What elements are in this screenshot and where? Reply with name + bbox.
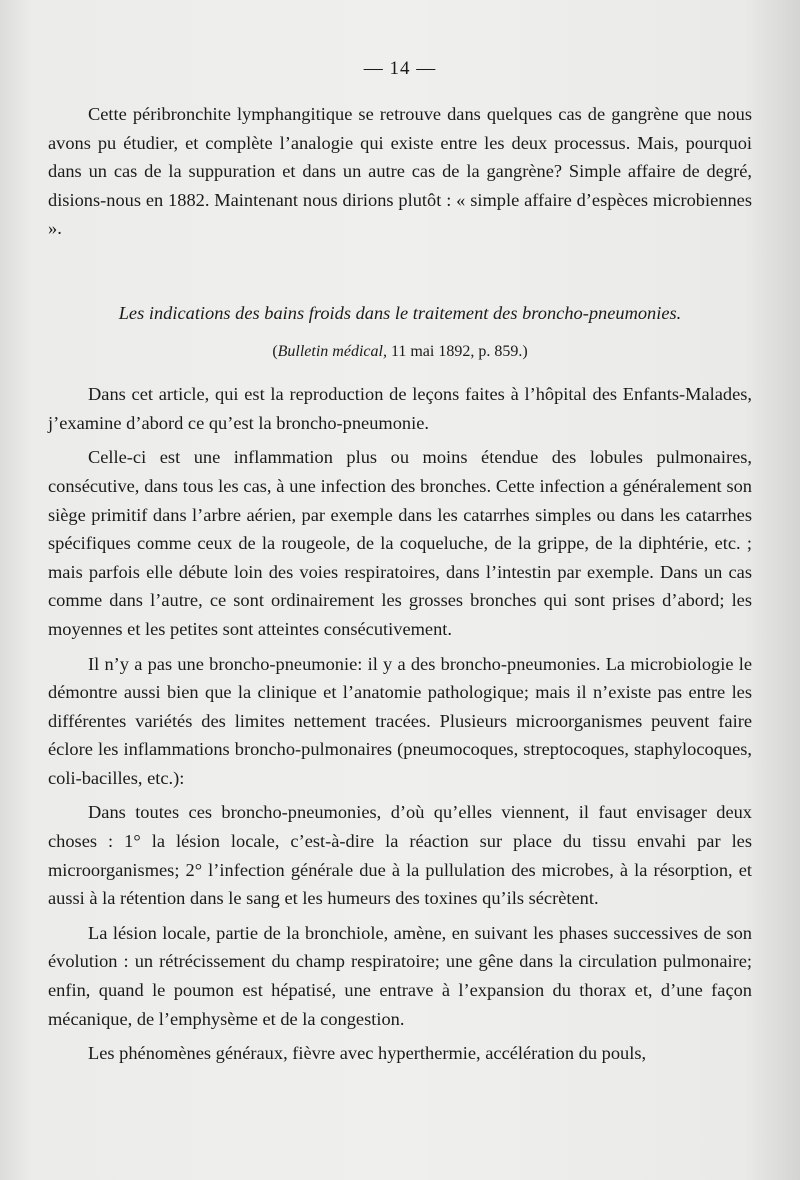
citation-details: 11 mai 1892, p. 859.) — [386, 342, 528, 360]
body-paragraph-4: Dans toutes ces broncho-pneumonies, d’où qu’elles viennent, il faut envisager deux choses : 1° la lésion locale, c’est-à-dire la réaction sur place du tissu envahi par les microorganismes; 2° l’infection générale due à la pullulation des microbes, à la résorption, et aussi à la rétention dans le sang et les humeurs des toxines qu’ils sécrètent. — [48, 802, 752, 909]
page-number: — 14 — — [363, 58, 437, 79]
body-paragraph-6: Les phénomènes généraux, fièvre avec hyperthermie, accélération du pouls, — [88, 1043, 647, 1064]
citation-open: ( — [272, 342, 278, 360]
intro-paragraph: Cette péribronchite lymphangitique se retrouve dans quelques cas de gangrène que nous avons pu étudier, et complète l’analogie qui existe entre les deux processus. Mais, pourquoi dans un cas de la suppuration et dans un autre cas de la gangrène? Simple affaire de degré, disions-nous en 1882. Maintenant nous dirions plutôt : « simple affaire d’espèces microbiennes ». — [48, 104, 752, 239]
citation-journal: Bulletin médical, — [277, 342, 387, 360]
article-citation — [48, 338, 752, 367]
body-paragraph-5: La lésion locale, partie de la bronchiole, amène, en suivant les phases successives de son évolution : un rétrécissement du champ respiratoire; une gêne dans la circulation pulmonaire; enfin, quand le poumon est hépatisé, une entrave à l’expansion du thorax et, d’une façon mécanique, de l’emphysème et de la congestion. — [48, 922, 752, 1029]
article-title: Les indications des bains froids dans le traitement des broncho-pneumonies. — [118, 302, 682, 323]
page-body — [48, 100, 752, 1068]
body-paragraph-2: Celle-ci est une inflammation plus ou moins étendue des lobules pulmonaires, consécutive, dans tous les cas, à une infection des bronches. Cette infection a généralement son siège primitif dans l’arbre aérien, par exemple dans les catarrhes simples ou dans les catarrhes spécifiques comme ceux de la rougeole, de la coqueluche, de la grippe, de la diphtérie, etc. ; mais parfois elle débute loin des voies respiratoires, dans l’intestin par exemple. Dans un cas comme dans l’autre, ce sont ordinairement les grosses bronches qui sont prises d’abord; les moyennes et les petites sont atteintes consécutivement. — [48, 447, 752, 639]
body-paragraph-3: Il n’y a pas une broncho-pneumonie: il y a des broncho-pneumonies. La microbiologie le démontre aussi bien que la clinique et l’anatomie pathologique; mais il n’existe pas entre les différentes variétés des limites nettement tracées. Plusieurs microorganismes peuvent faire éclore les inflammations broncho-pulmonaires (pneumocoques, streptocoques, staphylocoques, coli-bacilles, etc.): — [48, 653, 752, 788]
body-paragraph-1: Dans cet article, qui est la reproduction de leçons faites à l’hôpital des Enfants-Malades, j’examine d’abord ce qu’est la broncho-pneumonie. — [48, 384, 752, 433]
